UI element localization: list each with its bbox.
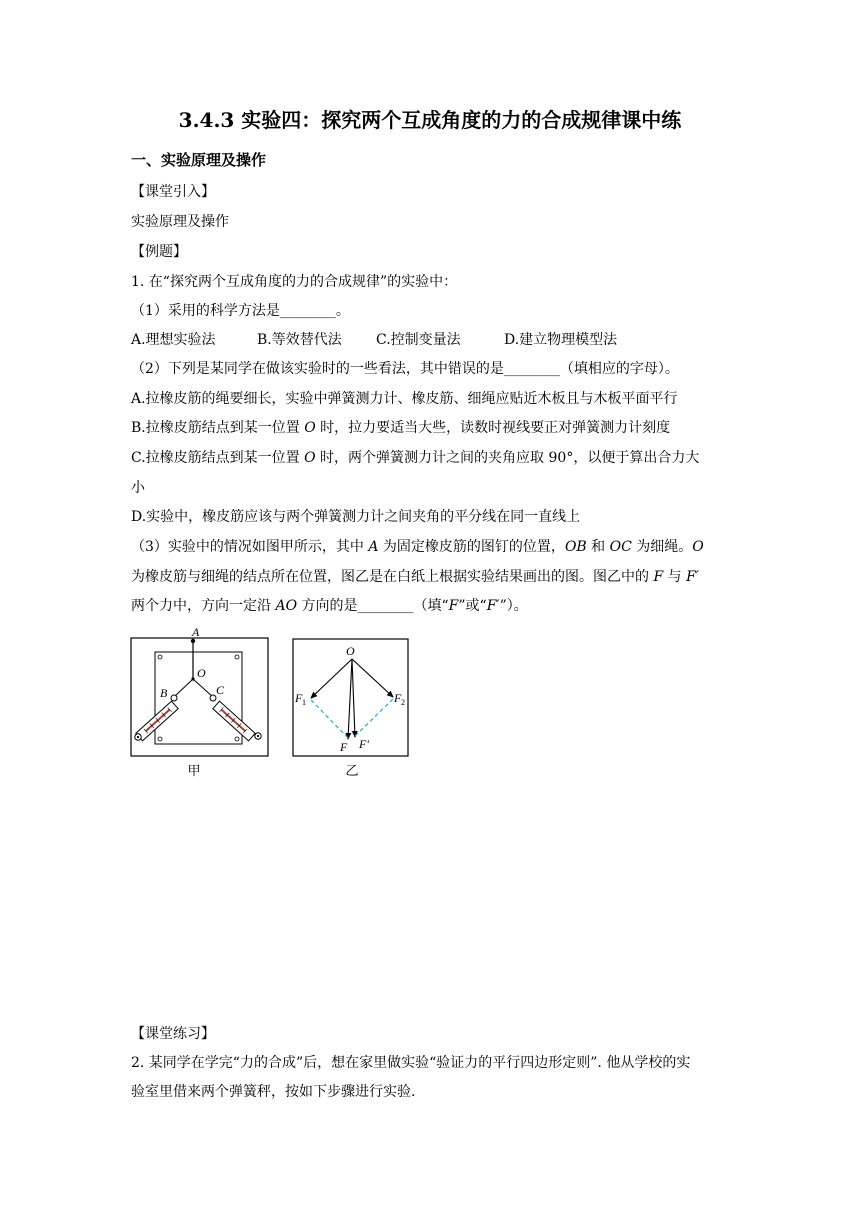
question-1-part-3-line-3: 两个力中，方向一定沿 AO 方向的是________（填“F”或“F′”）。 [131,598,528,614]
label-f1-sub: 1 [302,698,306,707]
question-1-part-1: （1）采用的科学方法是________。 [131,303,350,319]
intro-text: 实验原理及操作 [131,214,229,230]
part-2-option-b: B.拉橡皮筋结点到某一位置 O 时，拉力要适当大些，读数时视线要正对弹簧测力计刻度 [131,420,671,436]
option-b: B.等效替代法 [257,332,342,348]
question-1-part-2: （2）下列是某同学在做该实验时的一些看法，其中错误的是________（填相应的字母）。 [131,361,679,377]
label-f2-sub: 2 [401,698,405,707]
class-intro-header: 【课堂引入】 [131,184,215,200]
part-2-option-d: D.实验中，橡皮筋应该与两个弹簧测力计之间夹角的平分线在同一直线上 [131,509,581,525]
label-f1: F [295,691,303,705]
question-1-part-3-line-2: 为橡皮筋与细绳的结点所在位置，图乙是在白纸上根据实验结果画出的图。图乙中的 F 与 F′ [131,569,699,585]
label-a: A [192,625,200,639]
option-d: D.建立物理模型法 [504,332,618,348]
part-2-option-a: A.拉橡皮筋的绳要细长，实验中弹簧测力计、橡皮筋、细绳应贴近木板且与木板平面平行 [131,391,678,407]
question-2-line-1: 2. 某同学在学完“力的合成”后，想在家里做实验“验证力的平行四边形定则”. 他从学校的实 [131,1055,691,1071]
caption-yi: 乙 [345,763,359,778]
part-2-option-c-cont: 小 [131,480,145,496]
question-1-part-1-options [131,331,617,349]
label-f-prime: F′ [359,737,369,751]
example-header: 【例题】 [131,244,187,260]
label-b: B [160,686,168,700]
part-2-option-c: C.拉橡皮筋结点到某一位置 O 时，两个弹簧测力计之间的夹角应取 90°，以便于算出合力大 [131,450,700,466]
label-c: C [216,683,225,697]
label-o: O [346,644,355,658]
practice-header: 【课堂练习】 [131,1026,215,1042]
caption-jia: 甲 [187,763,201,778]
label-f2: F [394,691,402,705]
figure-jia [128,624,274,782]
option-c: C.控制变量法 [376,332,461,348]
question-1-part-3-line-1: （3）实验中的情况如图甲所示，其中 A 为固定橡皮筋的图钉的位置，OB 和 OC 为细绳。O [131,539,704,555]
option-a: A.理想实验法 [131,332,216,348]
figure-yi [290,634,412,782]
label-o: O [197,666,206,680]
question-1-stem: 1. 在“探究两个互成角度的力的合成规律”的实验中： [131,274,458,290]
label-f: F [340,740,348,754]
page-title: 3.4.3 实验四：探究两个互成角度的力的合成规律课中练 [178,108,682,132]
section-heading: 一、实验原理及操作 [131,151,267,169]
question-2-line-2: 验室里借来两个弹簧秤，按如下步骤进行实验. [131,1084,416,1100]
